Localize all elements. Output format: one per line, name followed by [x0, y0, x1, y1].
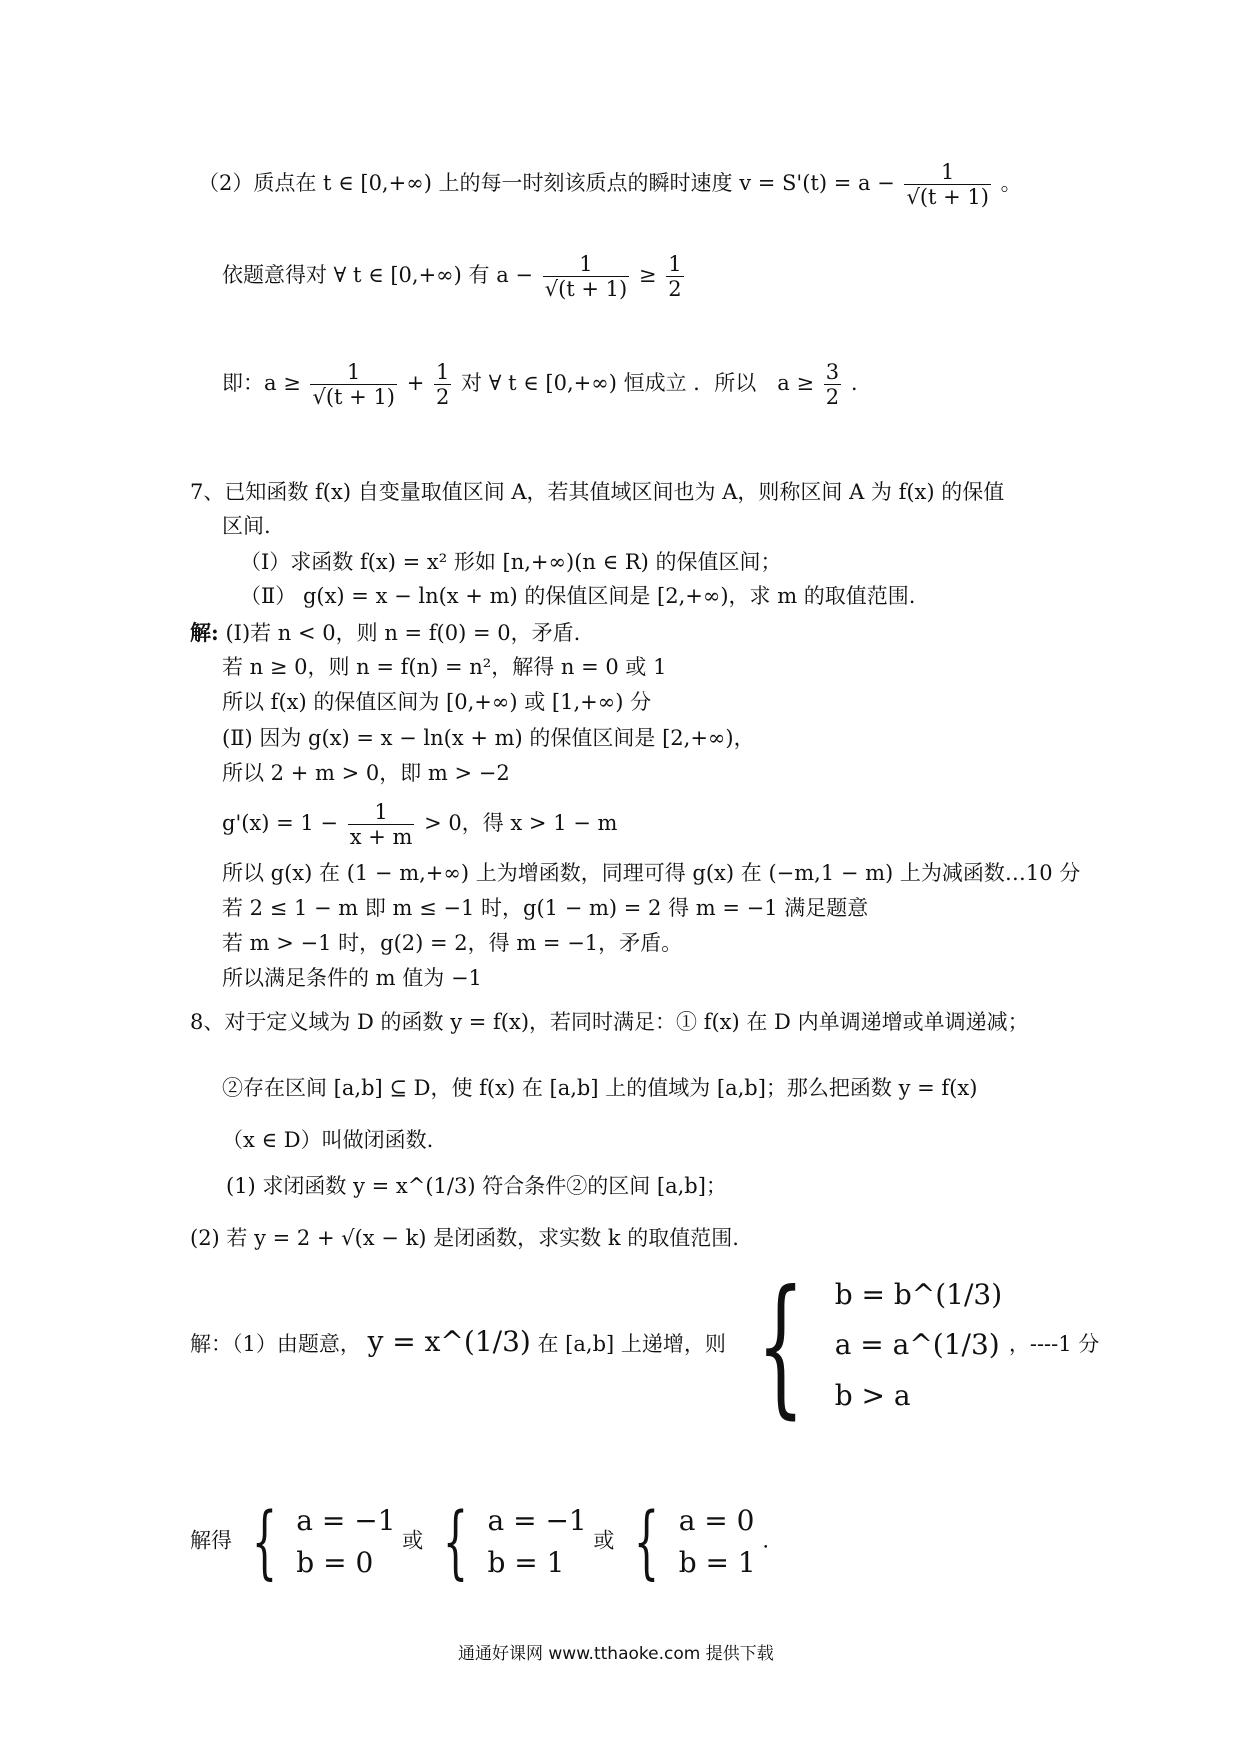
text: 对 ∀ t ∈ [0,+∞) 恒成立 ．所以 a ≥	[461, 371, 815, 396]
equation-system	[679, 1500, 756, 1584]
denominator: √(t + 1)	[312, 385, 395, 410]
solution-7-line-9: 若 m > −1 时，g(2) = 2，得 m = −1，矛盾。	[222, 931, 683, 955]
solution-7-line-6	[222, 800, 617, 849]
question-8-line-2: ②存在区间 [a,b] ⊆ D，使 f(x) 在 [a,b] 上的值域为 [a,b]；那么把函数 y = f(x)	[222, 1076, 978, 1100]
solution-7-line-4: (Ⅱ) 因为 g(x) = x − ln(x + m) 的保值区间是 [2,+∞)，	[222, 726, 755, 750]
question-7-part-2: （Ⅱ） g(x) = x − ln(x + m) 的保值区间是 [2,+∞)，求 m 的取值范围.	[240, 584, 916, 608]
text: +	[406, 371, 425, 396]
text: ≥	[638, 263, 657, 288]
equation: b = 1	[678, 1546, 756, 1579]
equation: b = b^(1/3)	[834, 1278, 1003, 1311]
text: .	[762, 1528, 770, 1553]
solution-7-line-2: 若 n ≥ 0，则 n = f(n) = n²，解得 n = 0 或 1	[222, 655, 667, 679]
numerator: 1	[904, 160, 991, 185]
denominator: 2	[668, 277, 682, 302]
fraction	[824, 360, 841, 409]
equation: b = 1	[487, 1546, 565, 1579]
solution-7-line-8: 若 2 ≤ 1 − m 即 m ≤ −1 时，g(1 − m) = 2 得 m = −1 满足题意	[222, 896, 869, 920]
text: 或	[402, 1528, 424, 1553]
fraction	[348, 800, 415, 849]
text: g'(x) = 1 −	[222, 811, 339, 836]
solution-7-line-3: 所以 f(x) 的保值区间为 [0,+∞) 或 [1,+∞) 分	[222, 690, 652, 714]
formula: y = x^(1/3)	[367, 1325, 531, 1359]
numerator: 1	[310, 360, 397, 385]
denominator: x + m	[349, 825, 413, 850]
solution-7-line-5: 所以 2 + m > 0，即 m > −2	[222, 761, 510, 785]
conclusion-line	[222, 360, 858, 409]
text: .	[850, 371, 858, 396]
denominator: 2	[435, 385, 450, 410]
equation: a = 0	[678, 1504, 755, 1537]
condition-line	[222, 252, 687, 301]
equation-system	[835, 1270, 1002, 1421]
velocity-line	[198, 160, 1022, 209]
equation-system	[487, 1500, 586, 1584]
equation: a = a^(1/3)	[834, 1328, 1000, 1362]
text: 即：a ≥	[222, 371, 301, 396]
solution-7-line-10: 所以满足条件的 m 值为 −1	[222, 966, 482, 990]
question-8-line-1: 8、对于定义域为 D 的函数 y = f(x)，若同时满足：① f(x) 在 D 内单调递增或单调递减；	[190, 1010, 1029, 1034]
question-7-line-2: 区间.	[222, 514, 271, 538]
text: ，----1 分	[1008, 1332, 1100, 1357]
denominator: √(t + 1)	[906, 185, 989, 210]
equation: b = 0	[296, 1546, 374, 1579]
fraction	[543, 252, 630, 301]
fraction	[666, 252, 683, 301]
solution-label: 解:	[190, 620, 219, 645]
left-brace-icon: {	[251, 1495, 277, 1588]
question-8-part-1: (1) 求闭函数 y = x^(1/3) 符合条件②的区间 [a,b]；	[226, 1174, 727, 1198]
equation: a = −1	[487, 1504, 587, 1537]
question-7-part-1: （Ⅰ）求函数 f(x) = x² 形如 [n,+∞)(n ∈ R) 的保值区间；	[240, 550, 782, 574]
fraction	[310, 360, 397, 409]
solution-7-line-1	[190, 622, 580, 644]
numerator: 3	[825, 360, 840, 384]
fraction	[434, 360, 451, 409]
text: 解：（1）由题意，	[190, 1332, 361, 1357]
solution-8-line-2	[190, 1495, 770, 1588]
denominator: √(t + 1)	[544, 277, 628, 302]
question-7-line-1: 7、已知函数 f(x) 自变量取值区间 A，若其值域区间也为 A，则称区间 A 为 f(x) 的保值	[190, 480, 1005, 504]
question-8-part-2: (2) 若 y = 2 + √(x − k) 是闭函数，求实数 k 的取值范围.	[190, 1226, 739, 1250]
text: (Ⅰ)若 n < 0，则 n = f(0) = 0，矛盾.	[225, 621, 581, 645]
text: 在 [a,b] 上递增，则	[537, 1332, 726, 1357]
solution-8-line-1	[190, 1258, 1100, 1433]
denominator: 2	[825, 385, 840, 410]
fraction	[904, 160, 991, 209]
equation-system	[296, 1500, 395, 1584]
question-8-line-3: （x ∈ D）叫做闭函数.	[222, 1128, 434, 1152]
text: 依题意得对 ∀ t ∈ [0,+∞) 有 a −	[222, 263, 534, 288]
solution-7-line-7: 所以 g(x) 在 (1 − m,+∞) 上为增函数，同理可得 g(x) 在 (−m,1 − m) 上为减函数…10 分	[222, 861, 1081, 885]
text: 。	[1000, 171, 1022, 196]
footer: 通通好课网 www.tthaoke.com 提供下载	[458, 1644, 774, 1664]
numerator: 1	[348, 800, 415, 825]
equation: b > a	[834, 1378, 911, 1412]
numerator: 1	[668, 252, 682, 276]
text: 解得	[190, 1528, 232, 1553]
numerator: 1	[435, 360, 450, 384]
text: （2）质点在 t ∈ [0,+∞) 上的每一时刻该质点的瞬时速度 v = S'(t) = a −	[198, 171, 895, 196]
left-brace-icon: {	[442, 1495, 469, 1588]
left-brace-icon: {	[633, 1495, 660, 1588]
text: 或	[593, 1528, 615, 1553]
text: > 0，得 x > 1 − m	[424, 811, 618, 836]
left-brace-icon: {	[756, 1258, 805, 1433]
numerator: 1	[543, 252, 630, 277]
equation: a = −1	[296, 1504, 396, 1537]
